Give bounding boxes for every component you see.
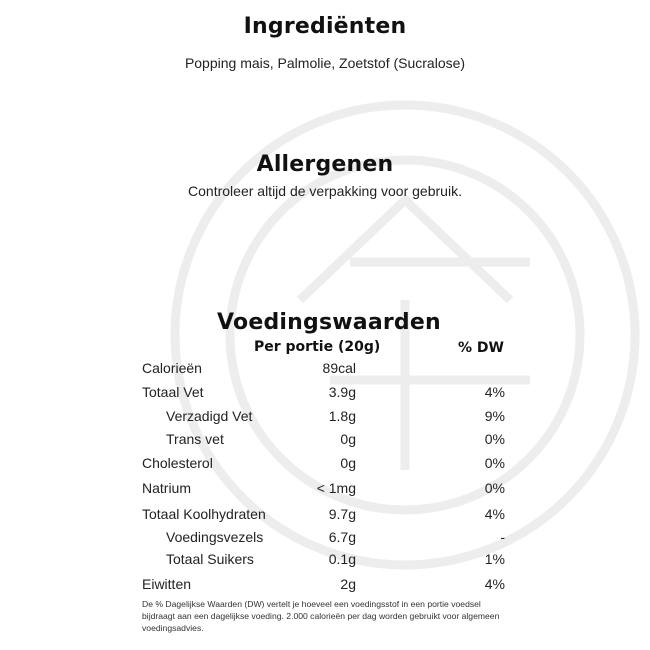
nutrient-label: Calorieën	[142, 360, 202, 376]
column-header-portion: Per portie (20g)	[254, 339, 381, 355]
ingredients-title: Ingrediënten	[243, 14, 407, 39]
nutrient-dw: 0%	[484, 431, 505, 447]
nutrient-label: Totaal Koolhydraten	[142, 506, 266, 522]
nutrient-amount: 9.7g	[328, 506, 356, 522]
nutrient-dw: -	[500, 529, 505, 545]
nutrient-label: Verzadigd Vet	[166, 408, 253, 424]
nutrient-label: Totaal Vet	[142, 384, 204, 400]
nutrient-amount: 1.8g	[328, 408, 356, 424]
ingredients-text: Popping mais, Palmolie, Zoetstof (Sucralose)	[184, 55, 466, 71]
nutrient-amount: < 1mg	[316, 480, 356, 496]
nutrient-dw: 4%	[484, 384, 505, 400]
nutrient-dw: 0%	[484, 455, 505, 471]
nutrition-row-total-carbohydrates	[0, 506, 650, 528]
nutrition-row-cholesterol	[0, 455, 650, 477]
nutrient-amount: 89cal	[322, 360, 356, 376]
nutrient-amount: 3.9g	[328, 384, 356, 400]
nutrition-row-calories	[0, 360, 650, 382]
nutrition-row-saturated-fat	[0, 408, 650, 430]
nutrition-row-dietary-fiber	[0, 529, 650, 551]
nutrient-amount: 2g	[340, 576, 356, 592]
column-header-dw: % DW	[458, 340, 504, 356]
nutrition-row-trans-fat	[0, 431, 650, 453]
nutrient-label: Natrium	[142, 480, 192, 496]
nutrient-label: Voedingsvezels	[166, 529, 264, 545]
nutrient-amount: 0g	[340, 431, 356, 447]
nutrient-amount: 0g	[340, 455, 356, 471]
nutrient-dw: 4%	[484, 576, 505, 592]
nutrition-row-total-sugars	[0, 551, 650, 573]
nutrient-amount: 0.1g	[328, 551, 356, 567]
nutrition-title: Voedingswaarden	[217, 310, 441, 335]
allergens-text: Controleer altijd de verpakking voor gebruik.	[188, 183, 462, 199]
nutrition-row-sodium	[0, 480, 650, 502]
nutrition-row-total-fat	[0, 384, 650, 406]
nutrient-dw: 4%	[484, 506, 505, 522]
nutrient-dw: 1%	[484, 551, 505, 567]
nutrition-row-protein	[0, 576, 650, 598]
nutrient-amount: 6.7g	[328, 529, 356, 545]
daily-value-footnote: De % Dagelijkse Waarden (DW) vertelt je hoeveel een voedingsstof in een portie voedsel bijdraagt aan een dagelijkse voeding. 2.000 calorieën per dag worden gebruikt voor algemeen voedingsadvies.	[142, 599, 500, 633]
nutrient-dw: 9%	[484, 408, 505, 424]
allergens-title: Allergenen	[256, 152, 394, 177]
nutrient-label: Eiwitten	[142, 576, 192, 592]
nutrient-label: Totaal Suikers	[166, 551, 254, 567]
nutrient-label: Trans vet	[166, 431, 224, 447]
nutrient-dw: 0%	[484, 480, 505, 496]
nutrient-label: Cholesterol	[142, 455, 213, 471]
